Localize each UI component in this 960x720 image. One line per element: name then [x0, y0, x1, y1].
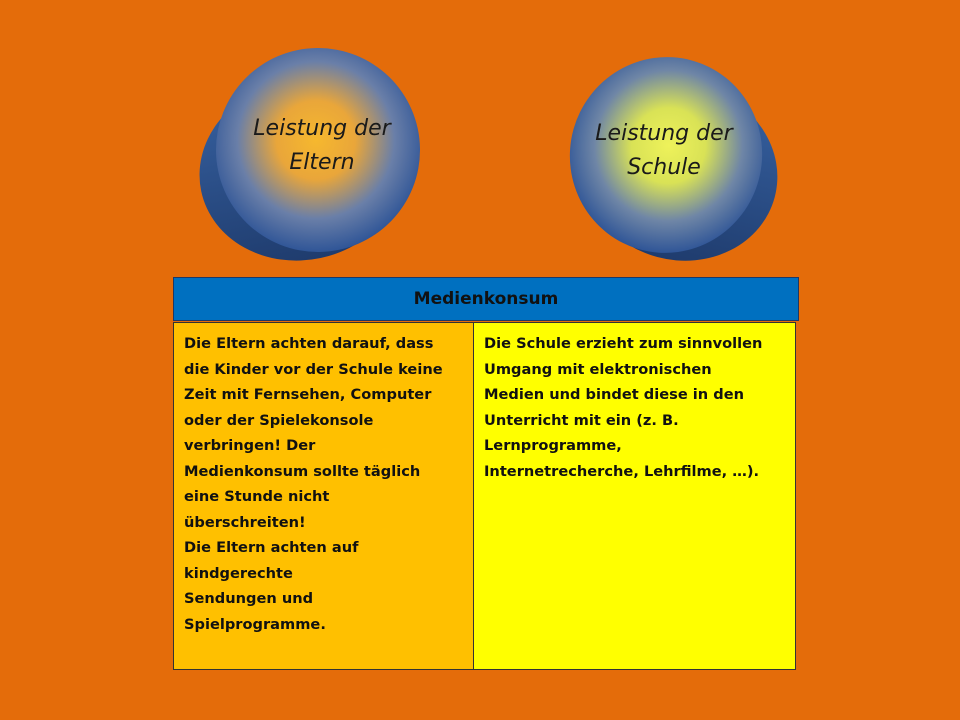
- coin-label-schule-line-2: Schule: [627, 155, 701, 180]
- coin-label-schule: [564, 117, 764, 185]
- schule-text-box: [473, 322, 796, 670]
- medienkonsum-header: Medienkonsum: [173, 277, 799, 321]
- coin-label-eltern: [222, 112, 422, 180]
- eltern-text-line: Sendungen und: [184, 590, 314, 607]
- eltern-text-line: Zeit mit Fernsehen, Computer: [184, 386, 432, 403]
- schule-text-line: Internetrecherche, Lehrfilme, …).: [484, 462, 760, 480]
- schule-text-line: Lernprogramme,: [484, 437, 622, 454]
- schule-text-line: Medien und bindet diese in den: [484, 386, 745, 403]
- coin-label-eltern-line-1: Leistung der: [253, 116, 391, 141]
- coin-label-schule-line-1: Leistung der: [595, 121, 733, 146]
- eltern-text-line: Die Eltern achten auf: [184, 539, 359, 556]
- eltern-text-line: verbringen! Der: [184, 437, 316, 454]
- eltern-text-line: kindgerechte: [184, 564, 293, 582]
- eltern-text-line: Spielprogramme.: [184, 615, 326, 633]
- eltern-text-line: oder der Spielekonsole: [184, 411, 374, 429]
- schule-text-line: Unterricht mit ein (z. B.: [484, 411, 679, 429]
- coins-illustration: [0, 0, 960, 270]
- schule-text-line: Umgang mit elektronischen: [484, 360, 712, 378]
- eltern-text-line: die Kinder vor der Schule keine: [184, 360, 443, 378]
- eltern-text-line: Medienkonsum sollte täglich: [184, 462, 421, 480]
- coin-label-eltern-line-2: Eltern: [289, 150, 355, 175]
- eltern-text-line: überschreiten!: [184, 513, 306, 531]
- eltern-text-box: [173, 322, 474, 670]
- eltern-text-line: Die Eltern achten darauf, dass: [184, 335, 434, 352]
- eltern-text-line: eine Stunde nicht: [184, 488, 330, 505]
- schule-text-line: Die Schule erzieht zum sinnvollen: [484, 335, 763, 352]
